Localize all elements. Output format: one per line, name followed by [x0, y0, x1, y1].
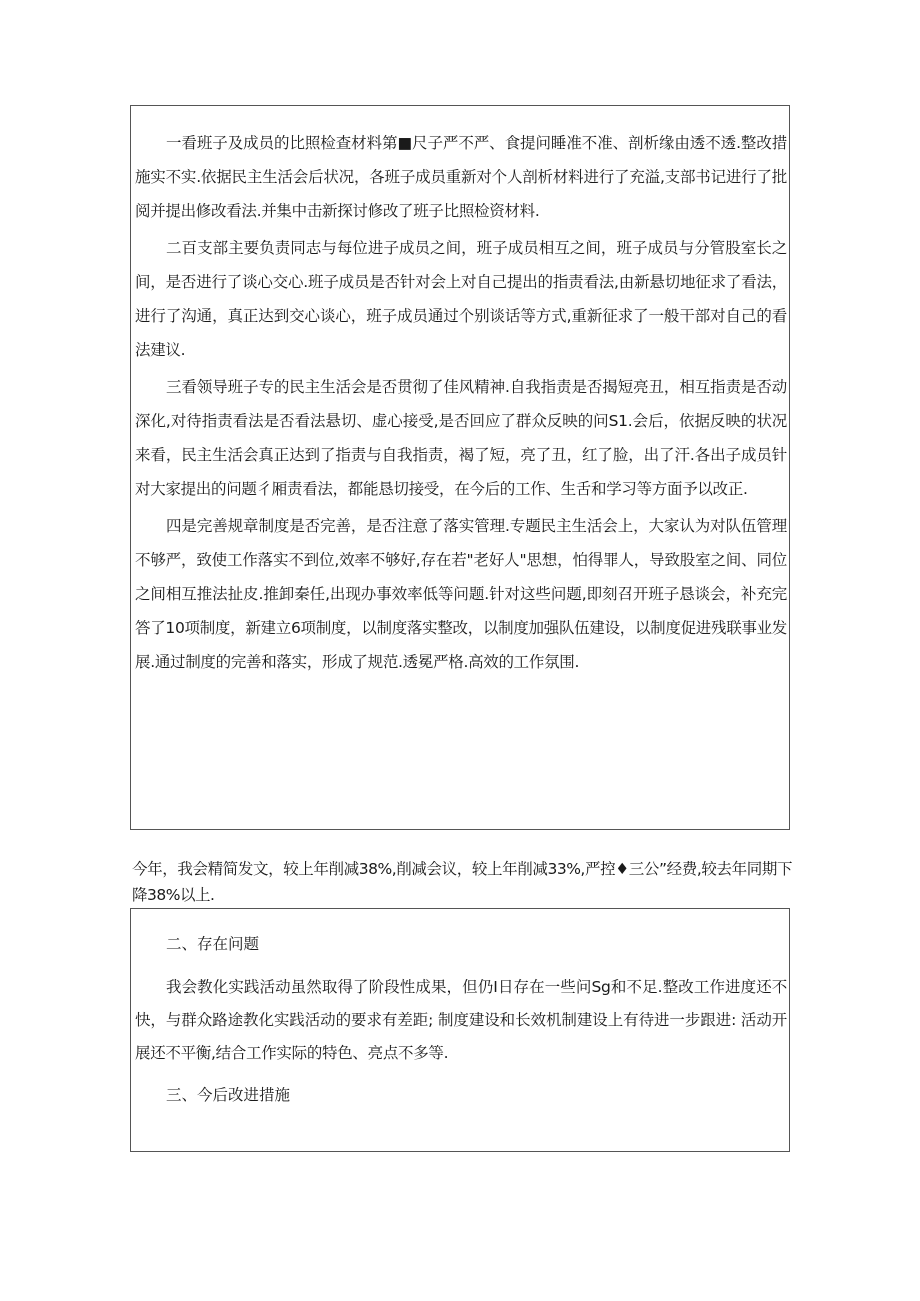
paragraph-problems: 我会教化实践活动虽然取得了阶段性成果，但仍I日存在一些问Sg和不足.整改工作进度还不快，与群众路途教化实践活动的要求有差距; 制度建设和长效机制建设上有待进一步跟进: 活动开展还不平衡,结合工作实际的特色、亮点不多等. [135, 978, 787, 1062]
paragraph-3: 三看领导班子专的民主生活会是否贯彻了佳风精神.自我指责是否揭短亮丑，相互指责是否动深化,对待指责看法是否看法悬切、虚心接受,是否回应了群众反映的问S1.会后，依据反映的状况来看，民主生活会真正达到了指责与自我指责，褐了短，亮了丑，红了脸，出了汗.各出子成员针对大家提出的问题彳厢责看法，都能恳切接受，在今后的工作、生舌和学习等方面予以改正. [135, 378, 787, 498]
paragraph-1: 一看班子及成员的比照检查材料第■尺子严不严、食提问睡准不准、剖析缘由透不透.整改措施实不实.依据民主生活会后状况，各班子成员重新对个人剖析材料进行了充溢,支部书记进行了批阅并提出修改看法.并集中击新探讨修改了班子比照检资材料. [135, 134, 787, 220]
summary-text: 今年，我会精简发文，较上年削减38%,削减会议，较上年削减33%,严控♦三公”经费,较去年同期下降38%以上. [132, 860, 792, 904]
section-heading-improvements: 三、今后改进措施 [166, 1086, 291, 1104]
section-heading-problems: 二、存在问题 [166, 935, 260, 953]
paragraph-4: 四是完善规章制度是否完善，是否注意了落实管理.专题民主生活会上，大家认为对队伍管理不够严，致使工作落实不到位,效率不够好,存在若"老好人"思想，怕得罪人，导致股室之间、同位之间相互推法扯皮.推卸秦任,出现办事效率低等问题.针对这些问题,即刻召开班子恳谈会，补充完答了10项制度，新建立6项制度，以制度落实整改，以制度加强队伍建设，以制度促进残联事业发展.通过制度的完善和落实，形成了规范.透冕严格.高效的工作氛围. [135, 517, 787, 671]
content-box-2 [130, 908, 790, 1152]
content-box-1 [130, 105, 790, 830]
paragraph-2: 二百支部主要负责同志与每位进子成员之间，班子成员相互之间，班子成员与分管股室长之间，是否进行了谈心交心.班子成员是否针对会上对自己提出的指责看法,由新悬切地征求了看法，进行了沟通，真正达到交心谈心，班子成员通过个别谈话等方式,重新征求了一般干部对自己的看法建议. [135, 239, 787, 359]
